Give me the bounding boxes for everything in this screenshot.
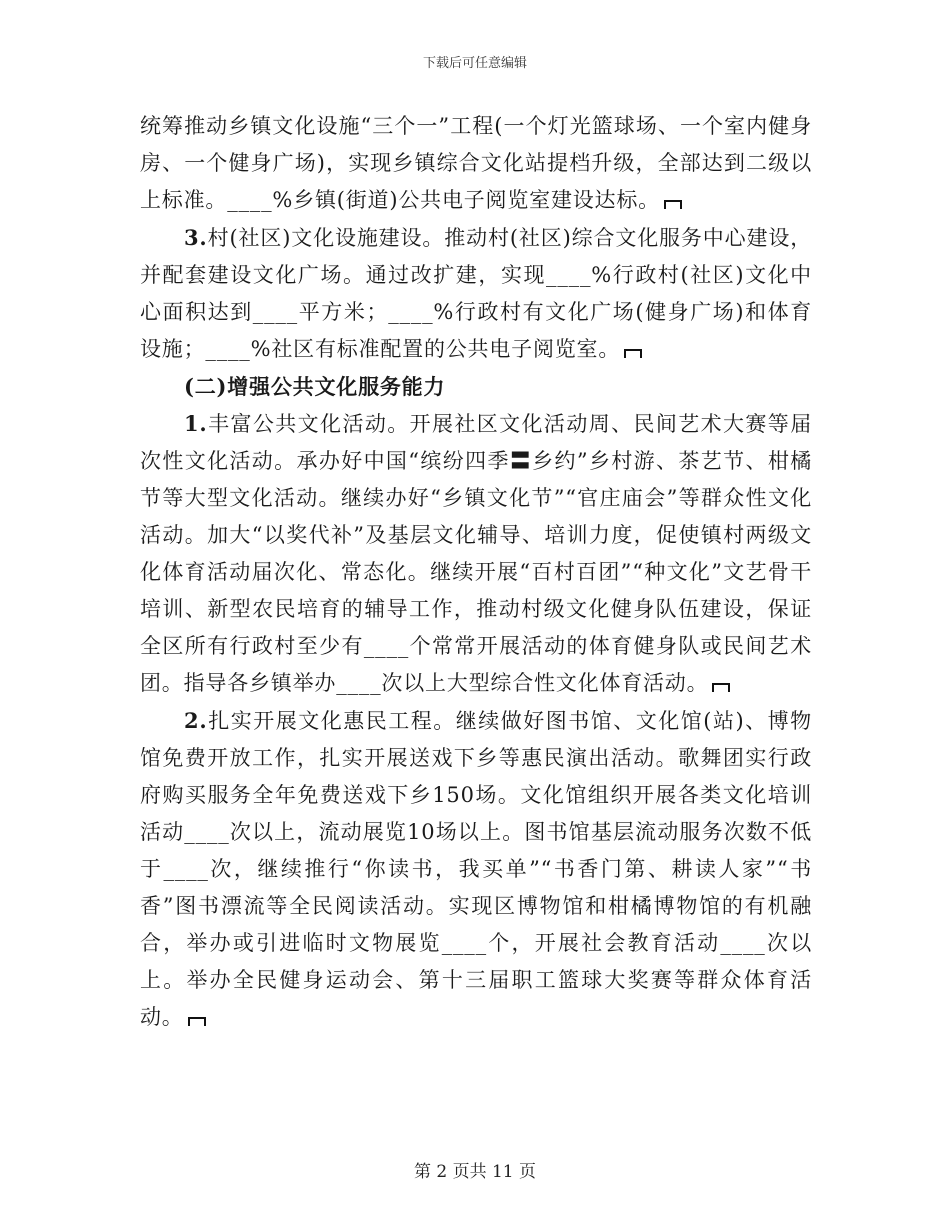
paragraph-village-facilities [140, 219, 812, 368]
paragraph-cultural-benefit [140, 702, 812, 1036]
page-footer: 第 2 页共 11 页 [413, 1162, 537, 1182]
paragraph-end-mark-icon [188, 1017, 206, 1026]
paragraph-cultural-activities [140, 405, 812, 702]
paragraph-end-mark-icon [624, 349, 642, 358]
paragraph-text: 村(社区)文化设施建设。推动村(社区)综合文化服务中心建设，并配套建设文化广场。通过改扩建，实现____%行政村(社区)文化中心面积达到____平方米；____%行政村有文化广场(健身广场)和体育设施；____%社区有标准配置的公共电子阅览室。 [140, 226, 812, 361]
paragraph-text: 统筹推动乡镇文化设施“三个一”工程(一个灯光篮球场、一个室内健身房、一个健身广场)，实现乡镇综合文化站提档升级，全部达到二级以上标准。____%乡镇(街道)公共电子阅览室建设达标。 [140, 114, 812, 212]
paragraph-end-mark-icon [664, 200, 682, 209]
paragraph-township-facilities [140, 108, 812, 219]
paragraph-text: 扎实开展文化惠民工程。继续做好图书馆、文化馆(站)、博物馆免费开放工作，扎实开展送戏下乡等惠民演出活动。歌舞团实行政府购买服务全年免费送戏下乡150场。文化馆组织开展各类文化培训活动____次以上，流动展览10场以上。图书馆基层流动服务次数不低于____次，继续推行“你读书，我买单”“书香门第、耕读人家”“书香”图书漂流等全民阅读活动。实现区博物馆和柑橘博物馆的有机融合，举办或引进临时文物展览____个，开展社会教育活动____次以上。举办全民健身运动会、第十三届职工篮球大奖赛等群众体育活动。 [140, 709, 812, 1029]
paragraph-end-mark-icon [712, 683, 730, 692]
section-heading: (二)增强公共文化服务能力 [184, 374, 446, 399]
item-number: 1. [184, 411, 208, 436]
item-number: 3. [184, 225, 208, 250]
document-body [140, 108, 812, 1036]
paragraph-text: 丰富公共文化活动。开展社区文化活动周、民间艺术大赛等届次性文化活动。承办好中国“缤纷四季〓乡约”乡村游、茶艺节、柑橘节等大型文化活动。继续办好“乡镇文化节”“官庄庙会”等群众性文化活动。加大“以奖代补”及基层文化辅导、培训力度，促使镇村两级文化体育活动届次化、常态化。继续开展“百村百团”“种文化”文艺骨干培训、新型农民培育的辅导工作，推动村级文化健身队伍建设，保证全区所有行政村至少有____个常常开展活动的体育健身队或民间艺术团。指导各乡镇举办____次以上大型综合性文化体育活动。 [140, 412, 812, 695]
page-header: 下载后可任意编辑 [422, 56, 527, 71]
item-number: 2. [184, 708, 208, 733]
